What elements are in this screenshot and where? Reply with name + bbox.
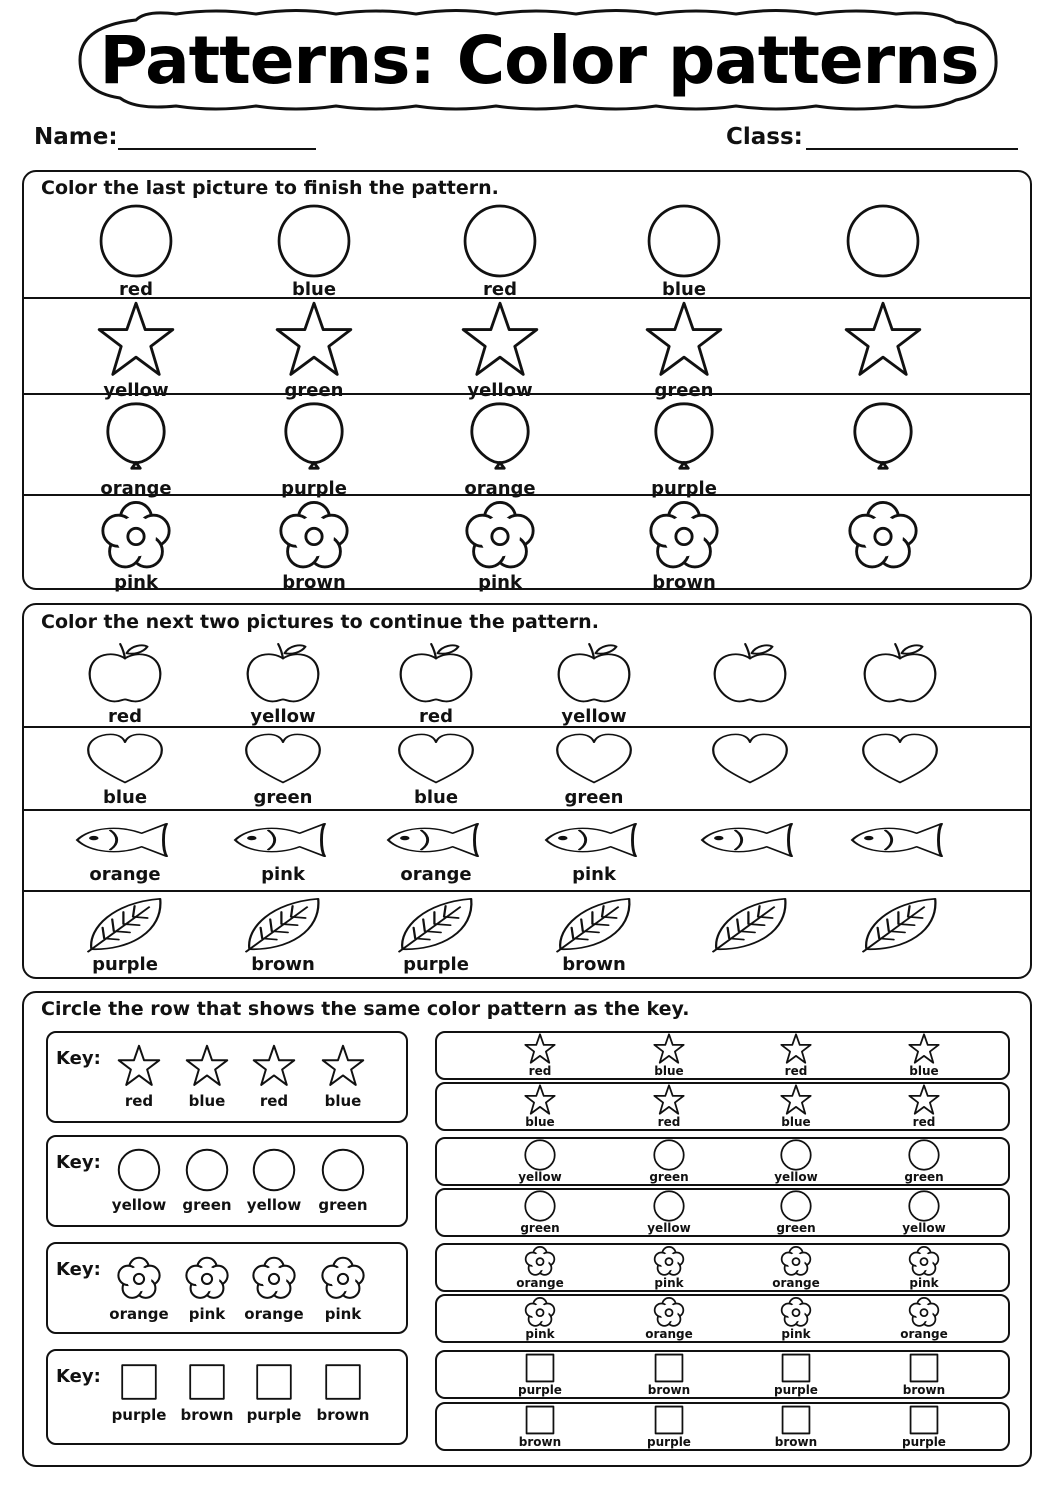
- pattern-color-label: brown: [562, 954, 626, 975]
- flower-icon[interactable]: [908, 1245, 940, 1277]
- name-field[interactable]: [118, 148, 316, 150]
- key-label: Key:: [56, 1259, 101, 1280]
- divider: [24, 890, 1030, 892]
- key-color-label: blue: [188, 1092, 226, 1110]
- square-icon[interactable]: [119, 1362, 159, 1402]
- circle-icon[interactable]: [462, 203, 538, 279]
- option-item: [500, 1404, 580, 1448]
- pattern-item[interactable]: [440, 498, 560, 592]
- option-color-label: green: [649, 1170, 689, 1184]
- key-color-label: brown: [316, 1406, 370, 1424]
- pattern-item[interactable]: [840, 894, 960, 954]
- leaf-icon[interactable]: [860, 894, 940, 954]
- leaf-icon[interactable]: [710, 894, 790, 954]
- flower-icon[interactable]: [320, 1255, 366, 1301]
- pattern-color-label: yellow: [250, 706, 316, 727]
- pattern-color-label: red: [483, 279, 517, 300]
- star-icon[interactable]: [908, 1084, 940, 1116]
- pattern-color-label: purple: [651, 478, 717, 499]
- pattern-color-label: orange: [89, 864, 161, 885]
- option-item: [884, 1245, 964, 1289]
- option-item: [500, 1352, 580, 1396]
- option-item: [500, 1245, 580, 1289]
- pattern-item[interactable]: [65, 894, 185, 974]
- balloon-icon[interactable]: [465, 394, 535, 478]
- key-color-label: brown: [180, 1406, 234, 1424]
- key-label: Key:: [56, 1366, 101, 1387]
- section2-instruction: Color the next two pictures to continue the pattern.: [41, 611, 599, 633]
- pattern-item[interactable]: [690, 816, 810, 864]
- circle-icon[interactable]: [780, 1139, 812, 1171]
- circle-icon[interactable]: [653, 1139, 685, 1171]
- option-color-label: red: [912, 1115, 936, 1129]
- option-item: [500, 1033, 580, 1077]
- class-field[interactable]: [806, 148, 1018, 150]
- key-color-label: orange: [244, 1305, 304, 1323]
- option-color-label: orange: [645, 1327, 693, 1341]
- pattern-item[interactable]: [440, 300, 560, 400]
- key-item: [175, 1044, 239, 1109]
- option-color-label: yellow: [518, 1170, 562, 1184]
- key-color-label: purple: [111, 1406, 167, 1424]
- pattern-color-label: green: [654, 380, 714, 401]
- star-icon[interactable]: [460, 300, 540, 380]
- fish-icon[interactable]: [73, 816, 177, 864]
- pattern-item[interactable]: [376, 894, 496, 974]
- pattern-item[interactable]: [254, 498, 374, 592]
- key-item: [107, 1044, 171, 1109]
- option-color-label: yellow: [902, 1221, 946, 1235]
- option-color-label: pink: [525, 1327, 555, 1341]
- pattern-color-label: pink: [261, 864, 305, 885]
- pattern-item[interactable]: [76, 203, 196, 299]
- pattern-item[interactable]: [223, 640, 343, 726]
- square-icon[interactable]: [653, 1352, 685, 1384]
- square-icon[interactable]: [780, 1352, 812, 1384]
- circle-icon[interactable]: [653, 1190, 685, 1222]
- circle-icon[interactable]: [908, 1139, 940, 1171]
- star-icon[interactable]: [321, 1044, 365, 1088]
- flower-icon[interactable]: [780, 1296, 812, 1328]
- pattern-item[interactable]: [534, 816, 654, 884]
- flower-icon[interactable]: [653, 1245, 685, 1277]
- circle-icon[interactable]: [646, 203, 722, 279]
- option-item: [884, 1033, 964, 1077]
- pattern-color-label: green: [284, 380, 344, 401]
- option-color-label: brown: [518, 1435, 562, 1449]
- fish-icon[interactable]: [848, 816, 952, 864]
- page-title: Patterns: Color patterns: [99, 21, 979, 99]
- key-item: [242, 1255, 306, 1322]
- option-item: [756, 1033, 836, 1077]
- option-item: [500, 1139, 580, 1183]
- pattern-color-label: blue: [291, 279, 337, 300]
- pattern-item[interactable]: [823, 394, 943, 478]
- option-item: [884, 1139, 964, 1183]
- pattern-item[interactable]: [624, 300, 744, 400]
- title-banner: [76, 8, 1002, 112]
- pattern-item[interactable]: [690, 894, 810, 954]
- star-icon[interactable]: [96, 300, 176, 380]
- balloon-icon[interactable]: [101, 394, 171, 478]
- option-color-label: brown: [647, 1383, 691, 1397]
- key-color-label: pink: [188, 1305, 226, 1323]
- pattern-color-label: blue: [661, 279, 707, 300]
- key-item: [311, 1255, 375, 1322]
- star-icon[interactable]: [780, 1084, 812, 1116]
- key-color-label: pink: [324, 1305, 362, 1323]
- option-color-label: purple: [774, 1383, 818, 1397]
- flower-icon[interactable]: [277, 498, 351, 572]
- pattern-color-label: red: [119, 279, 153, 300]
- option-color-label: red: [784, 1064, 808, 1078]
- pattern-item[interactable]: [823, 498, 943, 572]
- option-color-label: purple: [902, 1435, 946, 1449]
- option-item: [629, 1033, 709, 1077]
- option-color-label: yellow: [774, 1170, 818, 1184]
- flower-icon[interactable]: [524, 1296, 556, 1328]
- key-item: [311, 1148, 375, 1213]
- fish-icon[interactable]: [698, 816, 802, 864]
- option-color-label: pink: [909, 1276, 939, 1290]
- option-item: [756, 1404, 836, 1448]
- pattern-item[interactable]: [624, 498, 744, 592]
- pattern-item[interactable]: [624, 203, 744, 299]
- name-label: Name:: [34, 124, 118, 150]
- star-icon[interactable]: [524, 1084, 556, 1116]
- fish-icon[interactable]: [542, 816, 646, 864]
- pattern-item[interactable]: [440, 394, 560, 498]
- square-icon[interactable]: [323, 1362, 363, 1402]
- circle-icon[interactable]: [524, 1190, 556, 1222]
- heart-icon[interactable]: [554, 731, 634, 787]
- star-icon[interactable]: [653, 1084, 685, 1116]
- option-item: [756, 1296, 836, 1340]
- option-color-label: brown: [902, 1383, 946, 1397]
- option-item: [884, 1190, 964, 1234]
- pattern-color-label: yellow: [103, 380, 169, 401]
- apple-icon[interactable]: [85, 640, 165, 706]
- flower-icon[interactable]: [116, 1255, 162, 1301]
- pattern-color-label: brown: [282, 572, 346, 593]
- pattern-color-label: brown: [652, 572, 716, 593]
- flower-icon[interactable]: [524, 1245, 556, 1277]
- pattern-color-label: yellow: [467, 380, 533, 401]
- option-color-label: blue: [654, 1064, 684, 1078]
- circle-icon[interactable]: [321, 1148, 365, 1192]
- key-color-label: yellow: [246, 1196, 302, 1214]
- circle-icon[interactable]: [524, 1139, 556, 1171]
- option-item: [756, 1352, 836, 1396]
- pattern-item[interactable]: [840, 640, 960, 706]
- option-color-label: pink: [654, 1276, 684, 1290]
- key-color-label: purple: [246, 1406, 302, 1424]
- key-item: [175, 1255, 239, 1322]
- flower-icon[interactable]: [780, 1245, 812, 1277]
- option-color-label: orange: [900, 1327, 948, 1341]
- apple-icon[interactable]: [243, 640, 323, 706]
- option-item: [756, 1190, 836, 1234]
- pattern-item[interactable]: [76, 498, 196, 592]
- apple-icon[interactable]: [710, 640, 790, 706]
- square-icon[interactable]: [780, 1404, 812, 1436]
- leaf-icon[interactable]: [85, 894, 165, 954]
- pattern-item[interactable]: [690, 731, 810, 787]
- heart-icon[interactable]: [710, 731, 790, 787]
- pattern-color-label: pink: [572, 864, 616, 885]
- pattern-item[interactable]: [76, 394, 196, 498]
- heart-icon[interactable]: [396, 731, 476, 787]
- option-color-label: blue: [525, 1115, 555, 1129]
- section1-instruction: Color the last picture to finish the pattern.: [41, 177, 499, 199]
- option-item: [884, 1084, 964, 1128]
- key-item: [311, 1044, 375, 1109]
- option-item: [884, 1352, 964, 1396]
- flower-icon[interactable]: [653, 1296, 685, 1328]
- flower-icon[interactable]: [184, 1255, 230, 1301]
- balloon-icon[interactable]: [649, 394, 719, 478]
- key-color-label: red: [124, 1092, 154, 1110]
- pattern-color-label: pink: [478, 572, 522, 593]
- heart-icon[interactable]: [85, 731, 165, 787]
- pattern-item[interactable]: [223, 894, 343, 974]
- star-icon[interactable]: [644, 300, 724, 380]
- pattern-color-label: green: [253, 787, 313, 808]
- option-item: [629, 1352, 709, 1396]
- pattern-item[interactable]: [690, 640, 810, 706]
- pattern-item[interactable]: [254, 394, 374, 498]
- key-item: [242, 1044, 306, 1109]
- apple-icon[interactable]: [396, 640, 476, 706]
- key-color-label: green: [318, 1196, 368, 1214]
- pattern-color-label: blue: [102, 787, 148, 808]
- circle-icon[interactable]: [780, 1190, 812, 1222]
- option-color-label: yellow: [647, 1221, 691, 1235]
- pattern-color-label: brown: [251, 954, 315, 975]
- key-item: [175, 1148, 239, 1213]
- option-item: [756, 1139, 836, 1183]
- pattern-color-label: orange: [100, 478, 172, 499]
- option-item: [629, 1139, 709, 1183]
- square-icon[interactable]: [524, 1352, 556, 1384]
- divider: [24, 809, 1030, 811]
- star-icon[interactable]: [274, 300, 354, 380]
- option-item: [629, 1245, 709, 1289]
- option-item: [500, 1190, 580, 1234]
- star-icon[interactable]: [524, 1033, 556, 1065]
- balloon-icon[interactable]: [848, 394, 918, 478]
- leaf-icon[interactable]: [243, 894, 323, 954]
- key-item: [107, 1362, 171, 1423]
- pattern-item[interactable]: [223, 731, 343, 807]
- pattern-color-label: orange: [400, 864, 472, 885]
- pattern-item[interactable]: [534, 731, 654, 807]
- option-item: [629, 1404, 709, 1448]
- key-color-label: red: [259, 1092, 289, 1110]
- pattern-item[interactable]: [65, 640, 185, 726]
- balloon-icon[interactable]: [279, 394, 349, 478]
- pattern-item[interactable]: [223, 816, 343, 884]
- option-item: [629, 1190, 709, 1234]
- flower-icon[interactable]: [908, 1296, 940, 1328]
- flower-icon[interactable]: [463, 498, 537, 572]
- circle-icon[interactable]: [908, 1190, 940, 1222]
- pattern-color-label: green: [564, 787, 624, 808]
- pattern-item[interactable]: [376, 816, 496, 884]
- option-color-label: pink: [781, 1327, 811, 1341]
- star-icon[interactable]: [252, 1044, 296, 1088]
- star-icon[interactable]: [117, 1044, 161, 1088]
- circle-icon[interactable]: [276, 203, 352, 279]
- key-color-label: yellow: [111, 1196, 167, 1214]
- key-item: [311, 1362, 375, 1423]
- option-color-label: green: [520, 1221, 560, 1235]
- key-label: Key:: [56, 1152, 101, 1173]
- star-icon[interactable]: [908, 1033, 940, 1065]
- key-item: [107, 1255, 171, 1322]
- pattern-color-label: purple: [403, 954, 469, 975]
- pattern-color-label: red: [108, 706, 142, 727]
- option-color-label: blue: [909, 1064, 939, 1078]
- leaf-icon[interactable]: [554, 894, 634, 954]
- circle-icon[interactable]: [98, 203, 174, 279]
- circle-icon[interactable]: [185, 1148, 229, 1192]
- option-color-label: green: [776, 1221, 816, 1235]
- pattern-item[interactable]: [823, 203, 943, 279]
- heart-icon[interactable]: [860, 731, 940, 787]
- pattern-color-label: purple: [92, 954, 158, 975]
- key-item: [242, 1148, 306, 1213]
- section3-instruction: Circle the row that shows the same color pattern as the key.: [41, 998, 690, 1020]
- key-color-label: green: [182, 1196, 232, 1214]
- pattern-item[interactable]: [254, 300, 374, 400]
- divider: [24, 726, 1030, 728]
- pattern-item[interactable]: [76, 300, 196, 400]
- option-color-label: orange: [772, 1276, 820, 1290]
- option-color-label: red: [657, 1115, 681, 1129]
- pattern-item[interactable]: [376, 731, 496, 807]
- pattern-color-label: purple: [281, 478, 347, 499]
- option-color-label: purple: [647, 1435, 691, 1449]
- pattern-item[interactable]: [823, 300, 943, 380]
- flower-icon[interactable]: [846, 498, 920, 572]
- apple-icon[interactable]: [860, 640, 940, 706]
- option-color-label: blue: [781, 1115, 811, 1129]
- star-icon[interactable]: [653, 1033, 685, 1065]
- pattern-item[interactable]: [624, 394, 744, 498]
- square-icon[interactable]: [524, 1404, 556, 1436]
- class-label: Class:: [726, 124, 803, 150]
- square-icon[interactable]: [908, 1404, 940, 1436]
- circle-icon[interactable]: [845, 203, 921, 279]
- circle-icon[interactable]: [117, 1148, 161, 1192]
- option-item: [756, 1084, 836, 1128]
- pattern-item[interactable]: [440, 203, 560, 299]
- flower-icon[interactable]: [99, 498, 173, 572]
- key-item: [107, 1148, 171, 1213]
- pattern-item[interactable]: [840, 816, 960, 864]
- square-icon[interactable]: [653, 1404, 685, 1436]
- option-item: [884, 1404, 964, 1448]
- option-color-label: brown: [774, 1435, 818, 1449]
- fish-icon[interactable]: [384, 816, 488, 864]
- pattern-item[interactable]: [534, 640, 654, 726]
- pattern-item[interactable]: [376, 640, 496, 726]
- heart-icon[interactable]: [243, 731, 323, 787]
- pattern-color-label: red: [419, 706, 453, 727]
- apple-icon[interactable]: [554, 640, 634, 706]
- key-color-label: blue: [324, 1092, 362, 1110]
- pattern-item[interactable]: [534, 894, 654, 974]
- star-icon[interactable]: [780, 1033, 812, 1065]
- pattern-color-label: blue: [413, 787, 459, 808]
- pattern-color-label: orange: [464, 478, 536, 499]
- option-item: [500, 1084, 580, 1128]
- option-color-label: orange: [516, 1276, 564, 1290]
- option-item: [629, 1084, 709, 1128]
- flower-icon[interactable]: [647, 498, 721, 572]
- option-item: [884, 1296, 964, 1340]
- option-item: [756, 1245, 836, 1289]
- option-color-label: purple: [518, 1383, 562, 1397]
- key-item: [175, 1362, 239, 1423]
- key-color-label: orange: [109, 1305, 169, 1323]
- star-icon[interactable]: [843, 300, 923, 380]
- option-item: [629, 1296, 709, 1340]
- square-icon[interactable]: [187, 1362, 227, 1402]
- circle-icon[interactable]: [252, 1148, 296, 1192]
- pattern-item[interactable]: [65, 731, 185, 807]
- square-icon[interactable]: [908, 1352, 940, 1384]
- fish-icon[interactable]: [231, 816, 335, 864]
- square-icon[interactable]: [254, 1362, 294, 1402]
- pattern-item[interactable]: [65, 816, 185, 884]
- option-item: [500, 1296, 580, 1340]
- star-icon[interactable]: [185, 1044, 229, 1088]
- option-color-label: green: [904, 1170, 944, 1184]
- key-item: [242, 1362, 306, 1423]
- pattern-color-label: yellow: [561, 706, 627, 727]
- pattern-color-label: pink: [114, 572, 158, 593]
- flower-icon[interactable]: [251, 1255, 297, 1301]
- key-label: Key:: [56, 1048, 101, 1069]
- pattern-item[interactable]: [840, 731, 960, 787]
- option-color-label: red: [528, 1064, 552, 1078]
- pattern-item[interactable]: [254, 203, 374, 299]
- leaf-icon[interactable]: [396, 894, 476, 954]
